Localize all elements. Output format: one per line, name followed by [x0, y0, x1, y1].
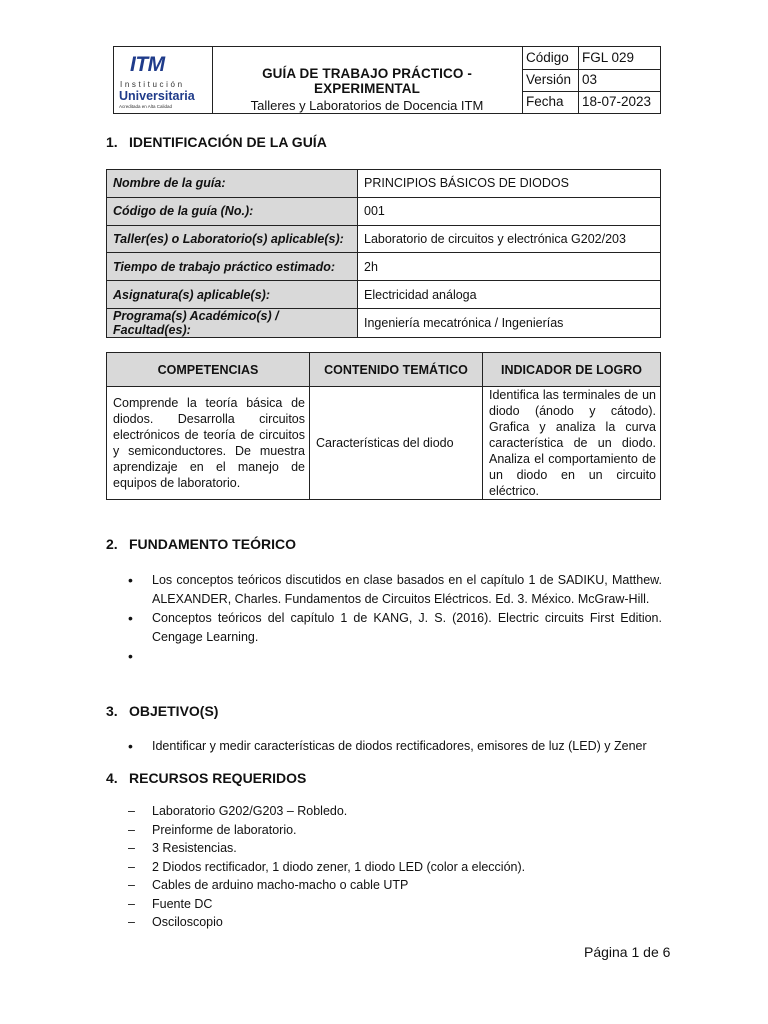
identification-table	[106, 169, 661, 338]
list-item: – 2 Diodos rectificador, 1 diodo zener, 1 diodo LED (color a elección).	[128, 858, 662, 877]
table-row	[107, 387, 661, 500]
meta-version	[522, 69, 660, 91]
logo-line3: Acreditada en Alta Calidad	[119, 104, 173, 109]
meta-key: Versión	[526, 72, 572, 87]
section-2-heading	[106, 536, 296, 552]
row-label: Tiempo de trabajo práctico estimado:	[107, 253, 358, 281]
section-number: 4.	[106, 770, 118, 786]
section-title: IDENTIFICACIÓN DE LA GUÍA	[129, 134, 327, 150]
objetivos-list	[128, 737, 662, 756]
logo-line2: Universitaria	[119, 89, 195, 103]
column-header: INDICADOR DE LOGRO	[483, 353, 661, 387]
section-title: RECURSOS REQUERIDOS	[129, 770, 307, 786]
meta-fecha	[522, 91, 660, 113]
indicador-cell: Identifica las terminales de un diodo (ánodo y cátodo). Grafica y analiza la curva característica de un diodo. Analiza el comportamiento de un diodo en un circuito eléctrico.	[483, 387, 661, 500]
meta-value: 03	[582, 72, 598, 87]
contenido-cell: Características del diodo	[310, 387, 483, 500]
itm-logo	[114, 47, 213, 113]
list-item: • Los conceptos teóricos discutidos en clase basados en el capítulo 1 de SADIKU, Matthew. ALEXANDER, Charles. Fundamentos de Circuitos Eléctricos. Ed. 3. México. McGraw-Hill.	[128, 571, 662, 608]
page-number: Página 1 de 6	[584, 944, 671, 960]
table-header-row	[107, 353, 661, 387]
list-item: – Preinforme de laboratorio.	[128, 821, 662, 840]
row-label: Nombre de la guía:	[107, 170, 358, 198]
section-title: FUNDAMENTO TEÓRICO	[129, 536, 296, 552]
list-item	[128, 647, 662, 666]
section-number: 3.	[106, 703, 118, 719]
meta-value: 18-07-2023	[582, 94, 652, 109]
row-value: 001	[358, 197, 661, 225]
section-number: 1.	[106, 134, 118, 150]
list-item: – Fuente DC	[128, 895, 662, 914]
row-label: Código de la guía (No.):	[107, 197, 358, 225]
table-row	[107, 253, 661, 281]
list-item: • Conceptos teóricos del capítulo 1 de KANG, J. S. (2016). Electric circuits First Edition. Cengage Learning.	[128, 609, 662, 646]
table-row	[107, 197, 661, 225]
row-label: Taller(es) o Laboratorio(s) aplicable(s):	[107, 225, 358, 253]
header-title-block	[212, 47, 523, 113]
document-header	[113, 46, 661, 114]
competencies-table	[106, 352, 661, 500]
row-label: Programa(s) Académico(s) / Facultad(es):	[107, 308, 358, 337]
row-value: Laboratorio de circuitos y electrónica G202/203	[358, 225, 661, 253]
logo-line1: Institución	[120, 80, 185, 89]
row-value: PRINCIPIOS BÁSICOS DE DIODOS	[358, 170, 661, 198]
column-header: CONTENIDO TEMÁTICO	[310, 353, 483, 387]
table-row	[107, 281, 661, 309]
list-item: • Identificar y medir características de diodos rectificadores, emisores de luz (LED) y Zener	[128, 737, 662, 756]
document-subtitle: Talleres y Laboratorios de Docencia ITM	[250, 98, 484, 113]
list-item: – Osciloscopio	[128, 913, 662, 932]
list-item: – Laboratorio G202/G203 – Robledo.	[128, 802, 662, 821]
fundamento-list	[128, 571, 662, 666]
meta-key: Fecha	[526, 94, 564, 109]
section-number: 2.	[106, 536, 118, 552]
logo-brand: ITM	[130, 53, 165, 76]
section-4-heading	[106, 770, 306, 786]
row-value: 2h	[358, 253, 661, 281]
table-row	[107, 225, 661, 253]
header-meta	[522, 47, 660, 113]
recursos-list	[128, 802, 662, 932]
meta-value: FGL 029	[582, 50, 635, 65]
list-item: – Cables de arduino macho-macho o cable UTP	[128, 876, 662, 895]
list-item: – 3 Resistencias.	[128, 839, 662, 858]
meta-key: Código	[526, 50, 569, 65]
row-label: Asignatura(s) aplicable(s):	[107, 281, 358, 309]
table-row	[107, 308, 661, 337]
section-3-heading	[106, 703, 218, 719]
section-1-heading	[106, 134, 327, 150]
table-row	[107, 170, 661, 198]
meta-codigo	[522, 47, 660, 69]
document-title: GUÍA DE TRABAJO PRÁCTICO - EXPERIMENTAL	[262, 66, 472, 96]
column-header: COMPETENCIAS	[107, 353, 310, 387]
competencias-cell: Comprende la teoría básica de diodos. Desarrolla circuitos electrónicos de teoría de circuitos y semiconductores. De muestra aprendizaje en el manejo de equipos de laboratorio.	[107, 387, 310, 500]
row-value: Ingeniería mecatrónica / Ingenierías	[358, 308, 661, 337]
section-title: OBJETIVO(S)	[129, 703, 219, 719]
row-value: Electricidad análoga	[358, 281, 661, 309]
